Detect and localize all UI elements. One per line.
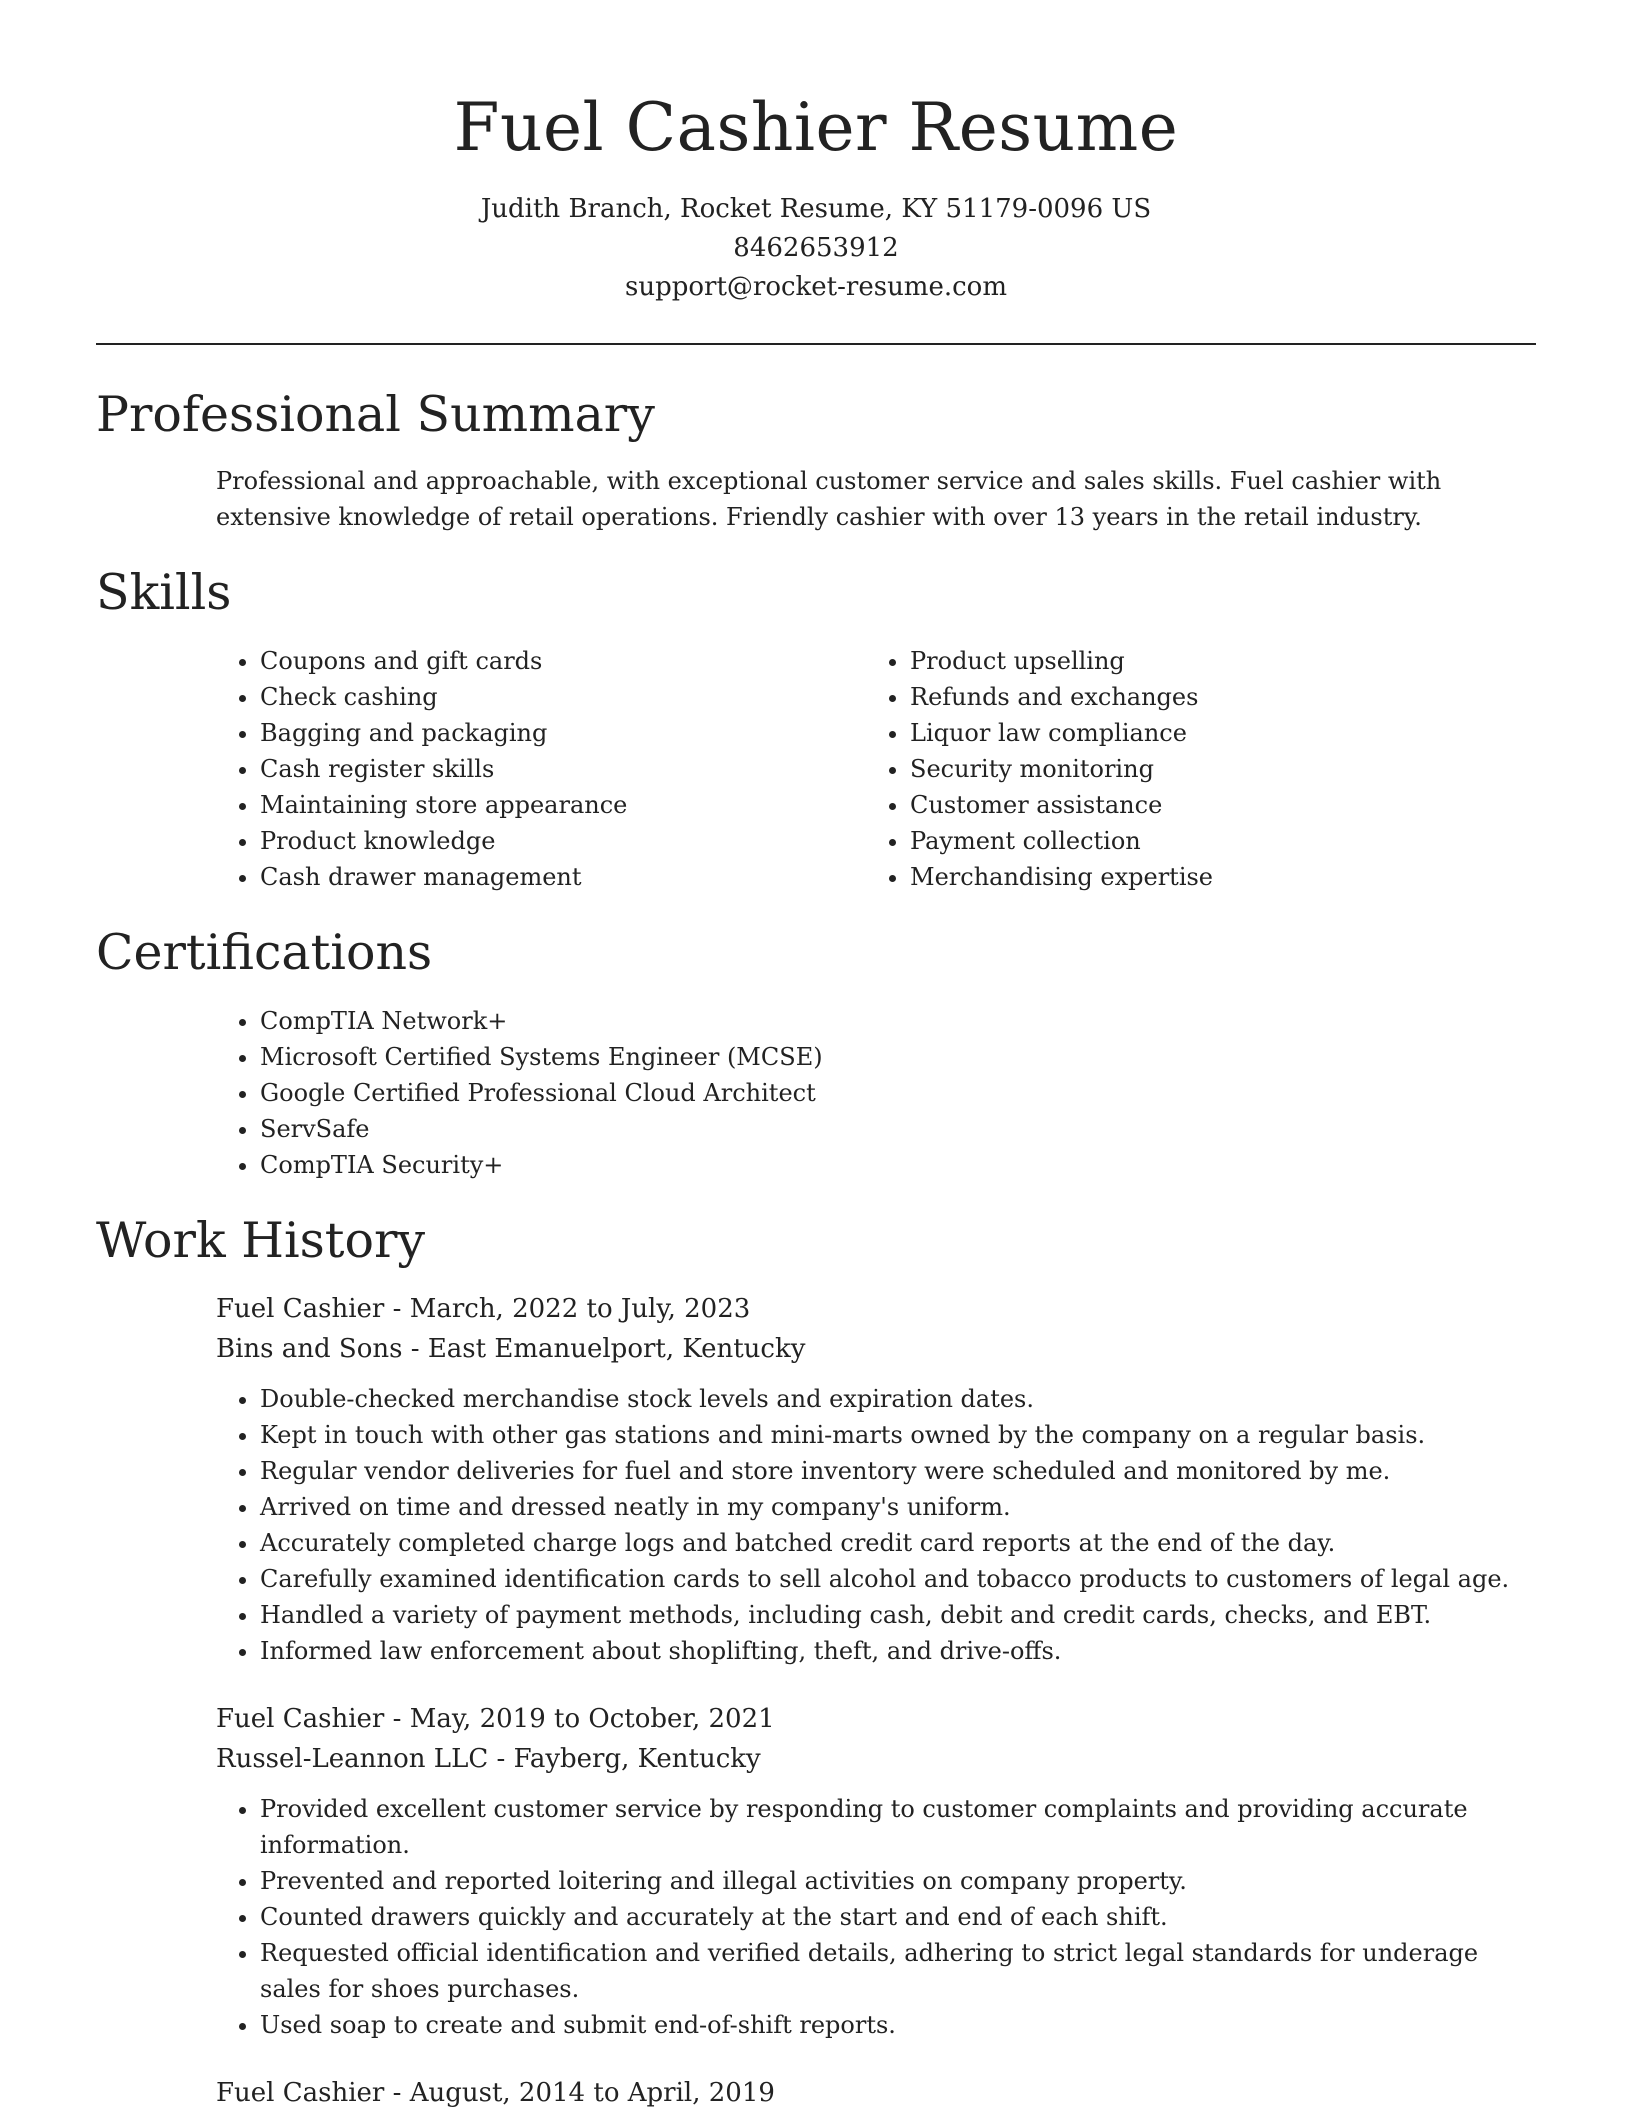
list-item: • Product upselling	[910, 643, 1396, 679]
list-item: • Cash register skills	[260, 751, 746, 787]
list-item: • Handled a variety of payment methods, including cash, debit and credit cards, checks, and EBT.	[260, 1597, 1536, 1633]
list-item: • Customer assistance	[910, 787, 1396, 823]
list-item: • Refunds and exchanges	[910, 679, 1396, 715]
list-item: • Informed law enforcement about shoplifting, theft, and drive-offs.	[260, 1633, 1536, 1669]
work-history-section	[96, 1211, 1536, 2113]
list-item: • Liquor law compliance	[910, 715, 1396, 751]
list-item: • ServSafe	[260, 1111, 1536, 1147]
summary-text: Professional and approachable, with exceptional customer service and sales skills. Fuel cashier with extensive knowledge of retail operations. Friendly cashier with over 13 years in the retail industry.	[216, 467, 1442, 531]
certifications-heading: Certifications	[96, 924, 433, 981]
list-item: • Requested official identification and verified details, adhering to strict legal standards for underage sales for shoes purchases.	[260, 1935, 1536, 2007]
job-company: Russel-Leannon LLC	[216, 1744, 489, 1774]
job-bullets	[96, 1791, 1536, 2043]
list-item: • Provided excellent customer service by responding to customer complaints and providing accurate information.	[260, 1791, 1536, 1863]
list-item: • Cash drawer management	[260, 859, 746, 895]
list-item: • Kept in touch with other gas stations and mini-marts owned by the company on a regular basis.	[260, 1417, 1536, 1453]
resume-title: Fuel Cashier Resume	[453, 89, 1179, 166]
certifications-list	[96, 1003, 1536, 1183]
skills-list-right	[746, 643, 1396, 895]
skills-heading: Skills	[96, 564, 232, 621]
job-title: Fuel Cashier	[216, 2078, 385, 2108]
skills-list-left	[96, 643, 746, 895]
list-item: • Google Certified Professional Cloud Architect	[260, 1075, 1536, 1111]
job-company-line: Russel-Leannon LLC - Fayberg, Kentucky	[216, 1744, 761, 1774]
job-entry	[96, 1699, 1536, 2043]
summary-heading: Professional Summary	[96, 386, 655, 443]
job-title: Fuel Cashier	[216, 1704, 385, 1734]
list-item: • Used soap to create and submit end-of-shift reports.	[260, 2007, 1536, 2043]
certifications-section	[96, 923, 1536, 1183]
header-divider	[96, 343, 1536, 345]
skills-section	[96, 563, 1536, 895]
job-location: East Emanuelport, Kentucky	[427, 1334, 806, 1364]
job-title-line: Fuel Cashier - May, 2019 to October, 2021	[216, 1704, 775, 1734]
job-company-line: Bins and Sons - East Emanuelport, Kentucky	[216, 1334, 806, 1364]
list-item: • Coupons and gift cards	[260, 643, 746, 679]
job-entry	[96, 2073, 1536, 2113]
job-title-line: Fuel Cashier - March, 2022 to July, 2023	[216, 1294, 751, 1324]
list-item: • Bagging and packaging	[260, 715, 746, 751]
list-item: • Maintaining store appearance	[260, 787, 746, 823]
list-item: • Product knowledge	[260, 823, 746, 859]
list-item: • Prevented and reported loitering and illegal activities on company property.	[260, 1863, 1536, 1899]
job-bullets	[96, 1381, 1536, 1669]
list-item: • Carefully examined identification cards to sell alcohol and tobacco products to customers of legal age.	[260, 1561, 1536, 1597]
list-item: • Arrived on time and dressed neatly in my company's uniform.	[260, 1489, 1536, 1525]
job-dates: August, 2014 to April, 2019	[409, 2078, 775, 2108]
contact-phone: 8462653912	[733, 233, 899, 263]
job-company: Bins and Sons	[216, 1334, 403, 1364]
job-title-line: Fuel Cashier - August, 2014 to April, 2019	[216, 2078, 775, 2108]
contact-block	[96, 190, 1536, 307]
job-dates: March, 2022 to July, 2023	[409, 1294, 751, 1324]
job-dates: May, 2019 to October, 2021	[409, 1704, 775, 1734]
resume-page	[96, 0, 1536, 2113]
list-item: • Merchandising expertise	[910, 859, 1396, 895]
list-item: • Counted drawers quickly and accurately at the start and end of each shift.	[260, 1899, 1536, 1935]
list-item: • Check cashing	[260, 679, 746, 715]
job-title: Fuel Cashier	[216, 1294, 385, 1324]
list-item: • CompTIA Network+	[260, 1003, 1536, 1039]
list-item: • Accurately completed charge logs and batched credit card reports at the end of the day.	[260, 1525, 1536, 1561]
job-entry	[96, 1289, 1536, 1669]
list-item: • Microsoft Certified Systems Engineer (MCSE)	[260, 1039, 1536, 1075]
job-location: Fayberg, Kentucky	[513, 1744, 761, 1774]
list-item: • Double-checked merchandise stock levels and expiration dates.	[260, 1381, 1536, 1417]
summary-section	[96, 385, 1536, 535]
skills-columns	[96, 643, 1536, 895]
list-item: • CompTIA Security+	[260, 1147, 1536, 1183]
contact-address: Judith Branch, Rocket Resume, KY 51179-0096 US	[480, 194, 1152, 224]
list-item: • Security monitoring	[910, 751, 1396, 787]
contact-email: support@rocket-resume.com	[624, 272, 1007, 302]
work-history-heading: Work History	[96, 1212, 426, 1269]
list-item: • Regular vendor deliveries for fuel and store inventory were scheduled and monitored by me.	[260, 1453, 1536, 1489]
list-item: • Payment collection	[910, 823, 1396, 859]
